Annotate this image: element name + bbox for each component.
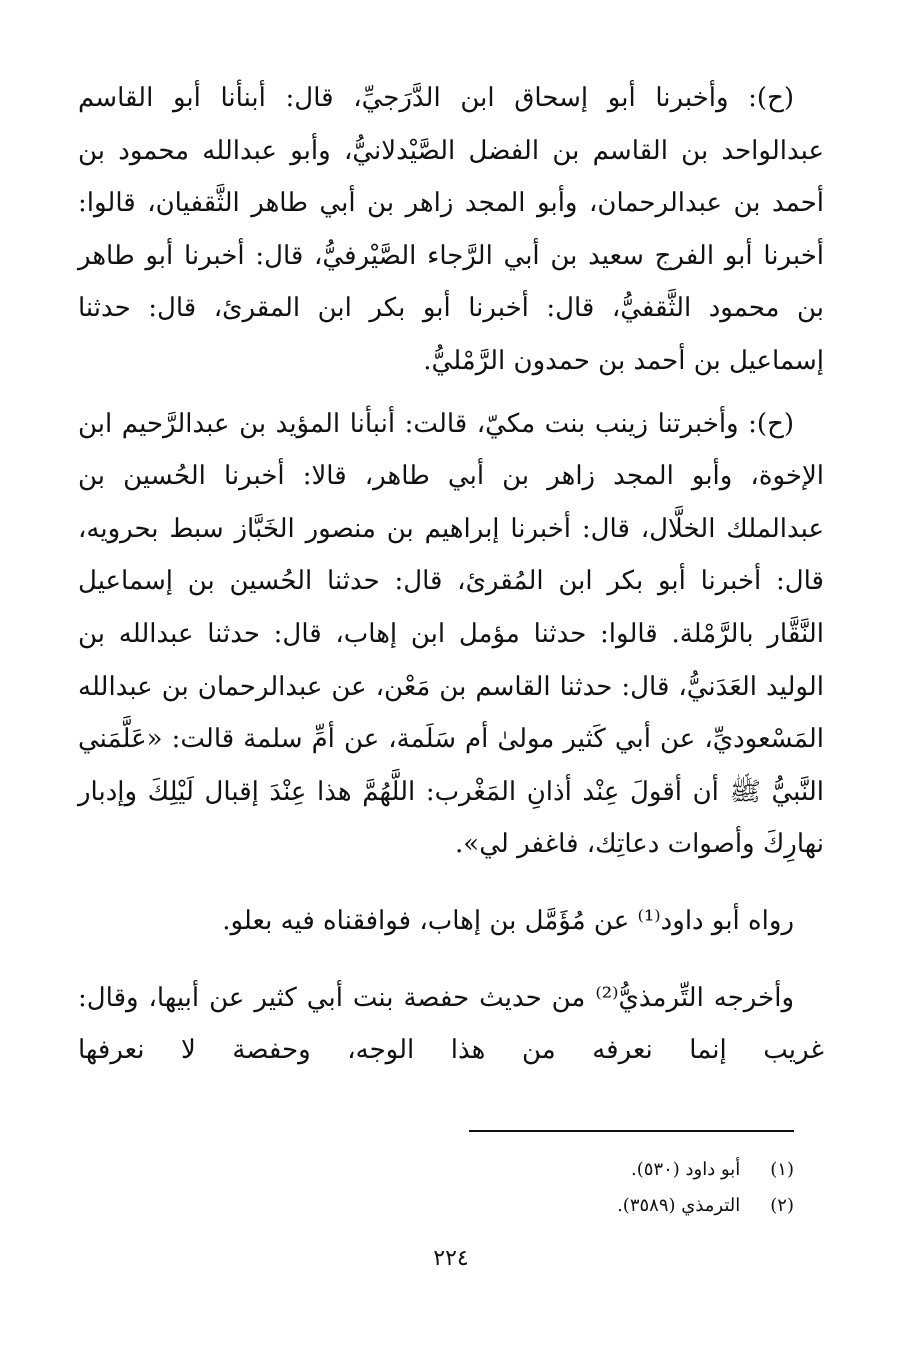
main-text <box>78 72 824 1077</box>
footnote-marker: (١) <box>770 1159 794 1180</box>
page-number: ٢٢٤ <box>433 1246 469 1271</box>
paragraph-isnad-2: (ح): وأخبرتنا زينب بنت مكيّ، قالت: أنبأنا المؤيد بن عبدالرَّحيم ابن الإخوة، وأبو المجد زاهر بن أبي طاهر، قالا: أخبرنا الحُسين بن عبدالملك الخلَّال، قال: أخبرنا إبراهيم بن منصور الخَبَّاز سبط بحرويه، قال: أخبرنا أبو بكر ابن المُقرئ، قال: حدثنا الحُسين بن إسماعيل النَّقَّار بالرَّمْلة. قالوا: حدثنا مؤمل ابن إهاب، قال: حدثنا عبدالله بن الوليد العَدَنيُّ، قال: حدثنا القاسم بن مَعْن، عن عبدالرحمان بن عبدالله المَسْعوديِّ، عن أبي كَثير مولىٰ أم سَلَمة، عن أمِّ سلمة قالت: «عَلَّمَني النَّبيُّ ﷺ أن أقولَ عِنْد أذانِ المَغْرب: اللَّهُمَّ هذا عِنْدَ إقبال لَيْلِكَ وإدبار نهارِكَ وأصوات دعاتِك، فاغفر لي». <box>78 408 824 860</box>
paragraph-tirmidhi: وأخرجه التِّرمذيُّ⁽²⁾ من حديث حفصة بنت أبي كثير عن أبيها، وقال: غريب إنما نعرفه من هذا الوجه، وحفصة لا نعرفها <box>78 982 824 1066</box>
paragraph-isnad-1: (ح): وأخبرنا أبو إسحاق ابن الدَّرَجيِّ، قال: أبنأنا أبو القاسم عبدالواحد بن القاسم بن الفضل الصَّيْدلانيُّ، وأبو عبدالله محمود بن أحمد بن عبدالرحمان، وأبو المجد زاهر بن أبي طاهر الثَّقفيان، قالوا: أخبرنا أبو الفرج سعيد بن أبي الرَّجاء الصَّيْرفيُّ، قال: أخبرنا أبو طاهر بن محمود الثَّقفيُّ، قال: أخبرنا أبو بكر ابن المقرئ، قال: حدثنا إسماعيل بن أحمد بن حمدون الرَّمْليُّ. <box>78 83 824 376</box>
footnote-text: أبو داود (٥٣٠). <box>631 1159 741 1180</box>
footnote-divider <box>469 1130 794 1132</box>
footnote-text: الترمذي (٣٥٨٩). <box>617 1195 741 1216</box>
paragraph-abu-dawud: رواه أبو داود⁽¹⁾ عن مُؤَمَّل بن إهاب، فوافقناه فيه بعلو. <box>222 905 794 936</box>
footnote-item <box>108 1188 794 1224</box>
footnote-marker: (٢) <box>770 1195 794 1216</box>
footnotes <box>108 1152 794 1224</box>
footnote-item <box>108 1152 794 1188</box>
